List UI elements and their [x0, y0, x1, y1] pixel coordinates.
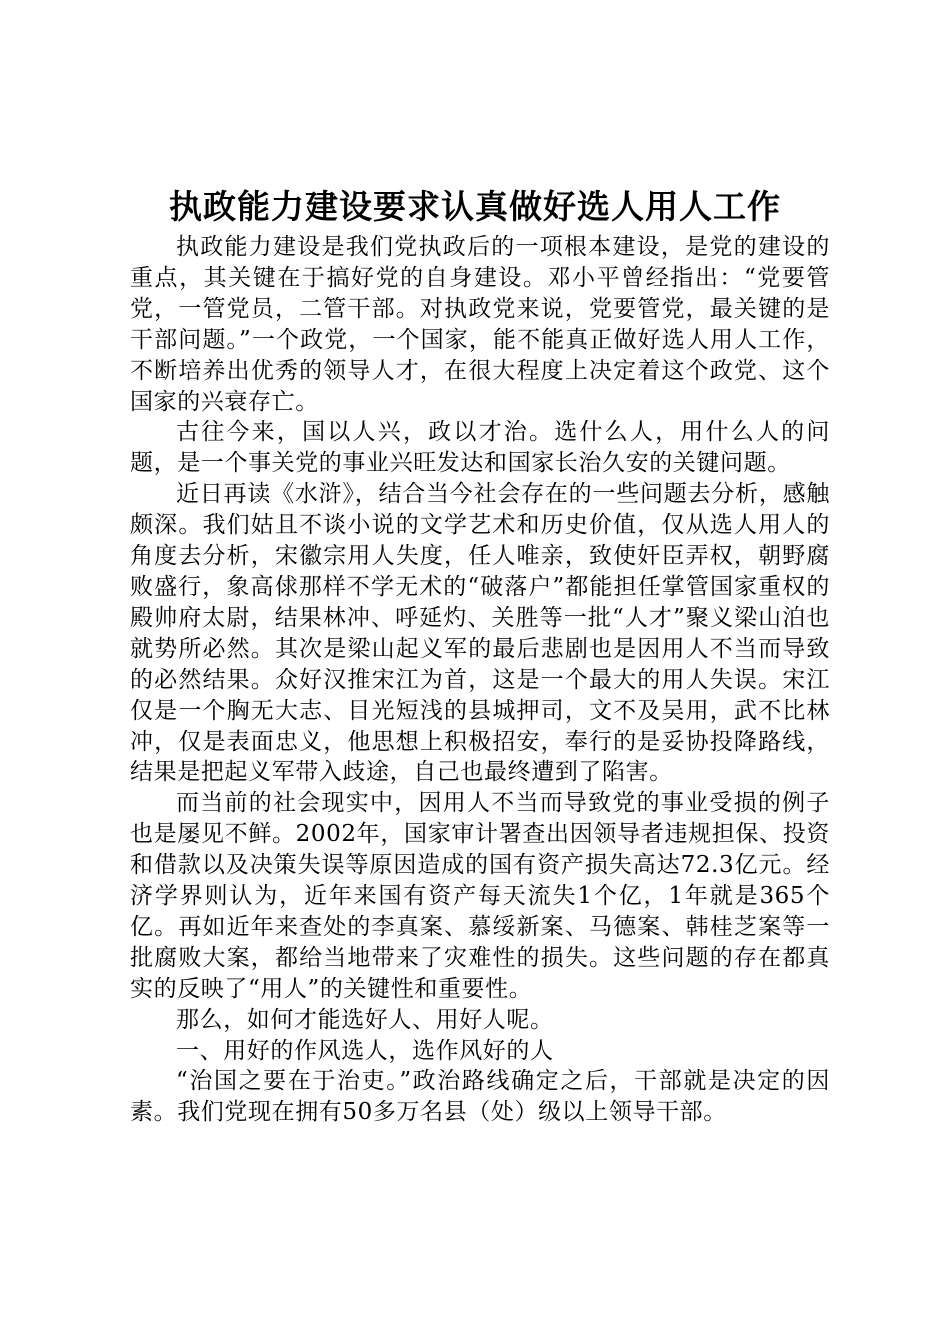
document-title: 执政能力建设要求认真做好选人用人工作 [169, 187, 781, 226]
paragraph: 而当前的社会现实中，因用人不当而导致党的事业受损的例子也是屡见不鲜。2002年，国家审计署查出因领导者违规担保、投资和借款以及决策失误等原因造成的国有资产损失高达72.3亿元。经济学界则认为，近年来国有资产每天流失1个亿，1年就是365个亿。再如近年来查处的李真案、慕绥新案、马德案、韩桂芝案等一批腐败大案，都给当地带来了灾难性的损失。这些问题的存在都真实的反映了“用人”的关键性和重要性。 [130, 790, 830, 1002]
paragraph: 古往今来，国以人兴，政以才治。选什么人，用什么人的问题，是一个事关党的事业兴旺发达和国家长治久安的关键问题。 [130, 419, 830, 477]
paragraph: 执政能力建设是我们党执政后的一项根本建设，是党的建设的重点，其关键在于搞好党的自身建设。邓小平曾经指出：“党要管党，一管党员，二管干部。对执政党来说，党要管党，最关键的是干部问题。”一个政党，一个国家，能不能真正做好选人用人工作，不断培养出优秀的领导人才，在很大程度上决定着这个政党、这个国家的兴衰存亡。 [130, 234, 830, 415]
section-heading: 一、用好的作风选人，选作风好的人 [176, 1037, 554, 1064]
paragraph: “治国之要在于治吏。”政治路线确定之后，干部就是决定的因素。我们党现在拥有50多万名县（处）级以上领导干部。 [130, 1068, 830, 1126]
document-body [130, 232, 830, 1128]
paragraph: 近日再读《水浒》，结合当今社会存在的一些问题去分析，感触颇深。我们姑且不谈小说的文学艺术和历史价值，仅从选人用人的角度去分析，宋徽宗用人失度，任人唯亲，致使奸臣弄权，朝野腐败盛行，象高俅那样不学无术的“破落户”都能担任掌管国家重权的殿帅府太尉，结果林冲、呼延灼、关胜等一批“人才”聚义梁山泊也就势所必然。其次是梁山起义军的最后悲剧也是因用人不当而导致的必然结果。众好汉推宋江为首，这是一个最大的用人失误。宋江仅是一个胸无大志、目光短浅的县城押司，文不及吴用，武不比林冲，仅是表面忠义，他思想上积极招安，奉行的是妥协投降路线，结果是把起义军带入歧途，自己也最终遭到了陷害。 [130, 481, 830, 786]
paragraph: 那么，如何才能选好人、用好人呢。 [176, 1006, 554, 1033]
